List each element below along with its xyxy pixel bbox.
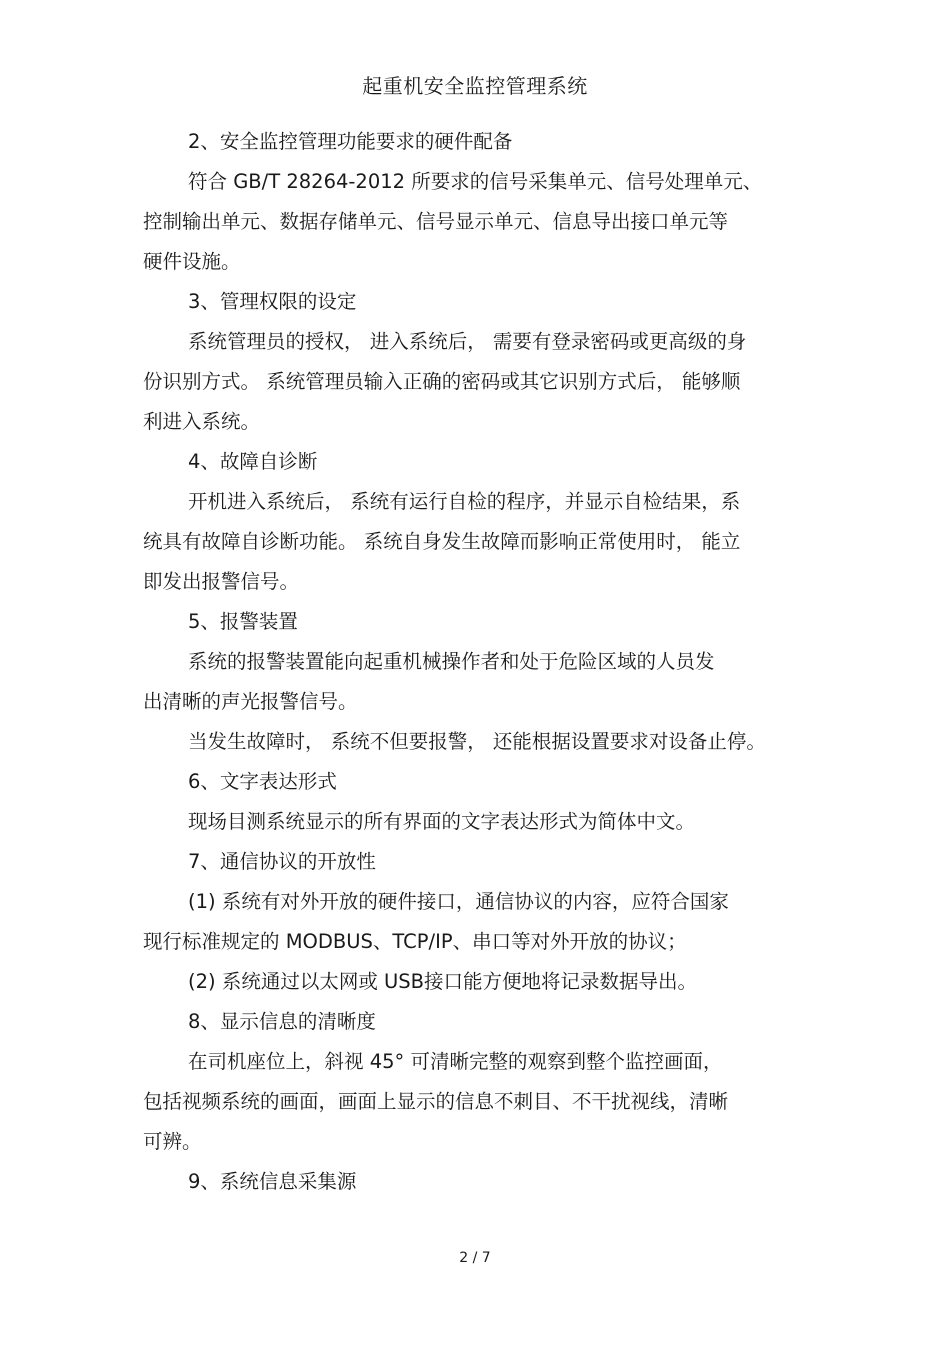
text-line: 4、故障自诊断 [188,450,318,473]
text-line: 即发出报警信号。 [143,570,300,593]
text-line: 开机进入系统后， 系统有运行自检的程序，并显示自检结果，系 [188,490,741,513]
text-line: 系统的报警装置能向起重机械操作者和处于危险区域的人员发 [188,650,715,673]
text-line: 控制输出单元、数据存储单元、信号显示单元、信息导出接口单元等 [143,210,729,233]
text-line: 9、系统信息采集源 [188,1170,357,1193]
page-number: 2 / 7 [459,1250,491,1266]
text-line: 在司机座位上，斜视 45° 可清晰完整的观察到整个监控画面， [188,1050,723,1073]
text-line: 系统管理员的授权， 进入系统后， 需要有登录密码或更高级的身 [188,330,747,353]
text-line: 5、报警装置 [188,610,298,633]
text-line: 现行标准规定的 MODBUS、TCP/IP、串口等对外开放的协议； [143,930,687,953]
text-line: 份识别方式。 系统管理员输入正确的密码或其它识别方式后， 能够顺 [143,370,741,393]
text-line: 包括视频系统的画面，画面上显示的信息不刺目、不干扰视线，清晰 [143,1090,729,1113]
text-line: 出清晰的声光报警信号。 [143,690,358,713]
text-line: 利进入系统。 [143,410,261,433]
text-line: 可辨。 [143,1130,202,1153]
text-line: 7、通信协议的开放性 [188,850,376,873]
text-line: 3、管理权限的设定 [188,290,357,313]
document-body [143,122,808,1202]
text-line: 6、文字表达形式 [188,770,337,793]
text-line: 符合 GB/T 28264-2012 所要求的信号采集单元、信号处理单元、 [188,170,763,193]
text-line: (2) 系统通过以太网或 USB接口能方便地将记录数据导出。 [188,970,698,993]
text-line: 现场目测系统显示的所有界面的文字表达形式为简体中文。 [188,810,696,833]
text-line: 当发生故障时， 系统不但要报警， 还能根据设置要求对设备止停。 [188,730,766,753]
text-line: 硬件设施。 [143,250,241,273]
page-header-title: 起重机安全监控管理系统 [362,74,588,98]
text-line: (1) 系统有对外开放的硬件接口，通信协议的内容，应符合国家 [188,890,729,913]
text-line: 统具有故障自诊断功能。 系统自身发生故障而影响正常使用时， 能立 [143,530,741,553]
text-line: 2、安全监控管理功能要求的硬件配备 [188,130,513,153]
text-line: 8、显示信息的清晰度 [188,1010,376,1033]
